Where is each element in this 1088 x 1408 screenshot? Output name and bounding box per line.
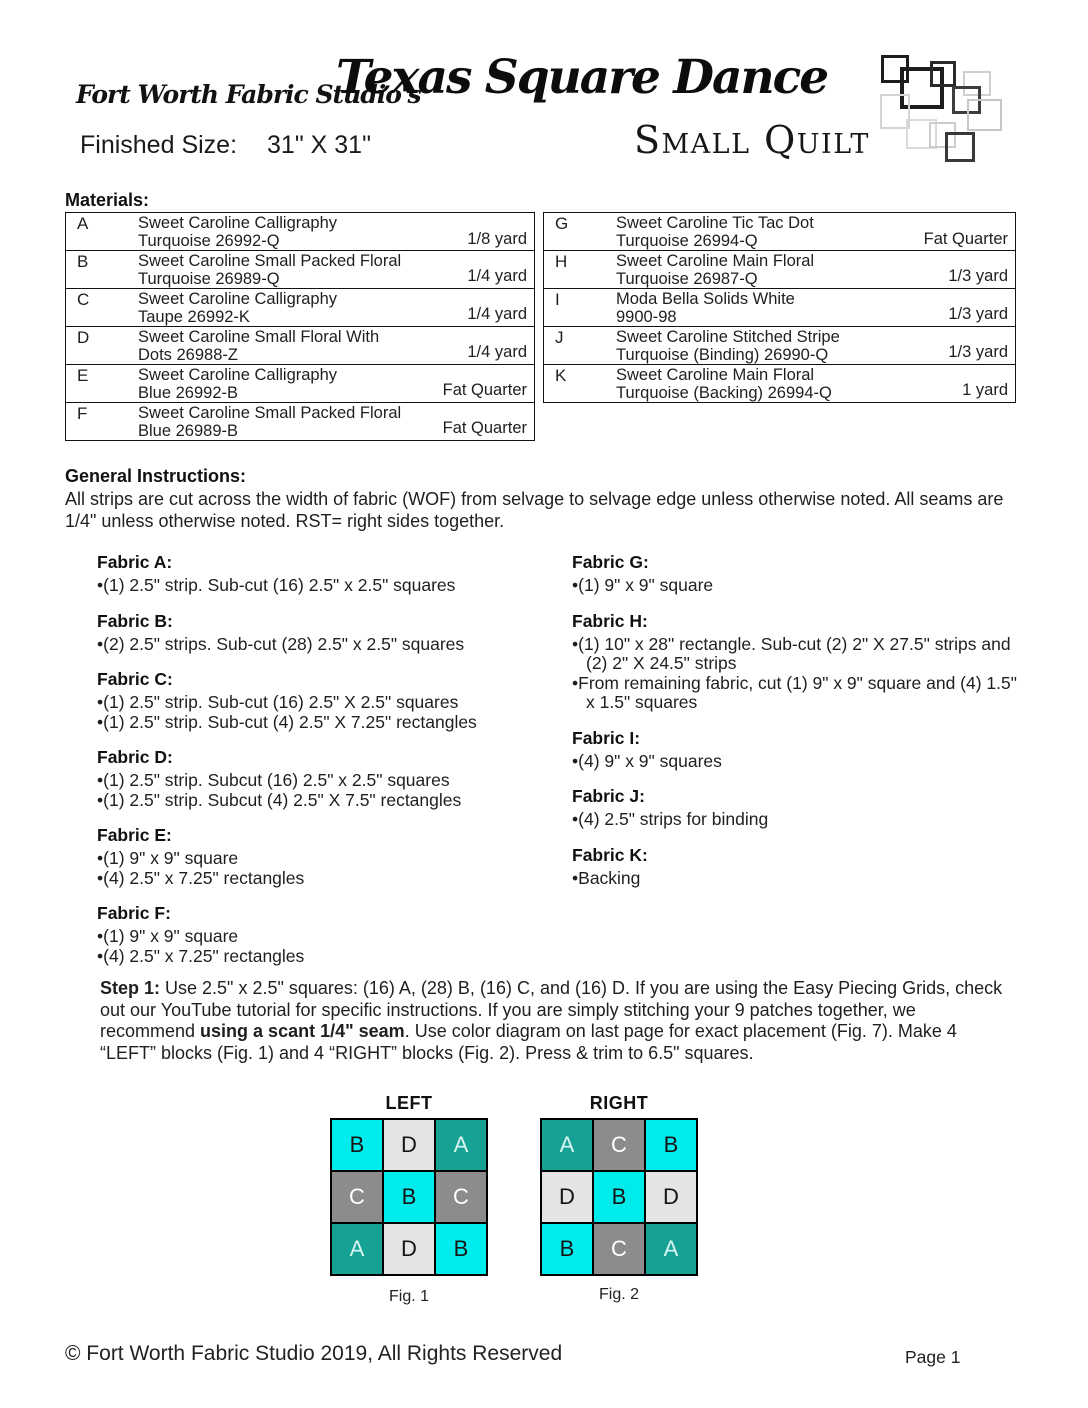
cutting-item: • (4) 2.5" x 7.25" rectangles (97, 869, 545, 889)
materials-row (543, 364, 1016, 404)
cutting-fabric-heading: Fabric G: (572, 552, 649, 572)
left-block-diagram (330, 1118, 488, 1276)
cutting-fabric-heading: Fabric K: (572, 844, 648, 865)
fabric-letter: K (555, 365, 567, 385)
fabric-name-line2: Blue 26989-B (138, 421, 238, 440)
quilt-cell-C: C (594, 1224, 644, 1274)
fabric-name-line1: Sweet Caroline Main Floral (616, 251, 815, 270)
cutting-list-right (572, 552, 1024, 903)
fig1-caption: Fig. 1 (388, 1288, 429, 1305)
fabric-name-line1: Sweet Caroline Stitched Stripe (616, 327, 840, 346)
fabric-name-line1: Sweet Caroline Calligraphy (138, 365, 338, 384)
cutting-item: • (1) 2.5" strip. Subcut (16) 2.5" x 2.5" squares (97, 771, 545, 791)
quilt-cell-D: D (646, 1172, 696, 1222)
materials-row (65, 402, 535, 442)
quilt-cell-C: C (332, 1172, 382, 1222)
fabric-letter: G (555, 214, 569, 233)
fabric-letter: D (77, 327, 90, 347)
fabric-yardage: 1 yard (962, 381, 1008, 400)
materials-row (65, 212, 535, 252)
cutting-fabric-heading: Fabric C: (97, 669, 173, 689)
fabric-name-line2: Turquoise 26994-Q (616, 232, 758, 251)
cutting-group (97, 552, 545, 596)
cutting-item: • From remaining fabric, cut (1) 9" x 9" square and (4) 1.5" x 1.5" squares (572, 674, 1024, 713)
quilt-cell-B: B (384, 1172, 434, 1222)
quilt-cell-B: B (594, 1172, 644, 1222)
fabric-yardage: Fat Quarter (442, 419, 527, 438)
cutting-list-left (97, 552, 545, 981)
step1-text-after: . Use color diagram on last page for exact placement (Fig. 7). Make 4 “LEFT” blocks (Fig. 1) and 4 “RIGHT” blocks (Fig. 2). Press & trim to 6.5" squares. (100, 1021, 957, 1063)
materials-row (65, 288, 535, 328)
fabric-name-line1: Sweet Caroline Tic Tac Dot (616, 214, 814, 232)
cutting-group (97, 825, 545, 888)
fabric-name (138, 289, 337, 327)
fabric-name-line2: Turquoise 26987-Q (616, 270, 758, 289)
fabric-name-line2: 9900-98 (616, 308, 677, 327)
fabric-yardage: 1/4 yard (467, 305, 527, 324)
materials-table-right (543, 212, 1016, 403)
cutting-item: • (4) 2.5" strips for binding (572, 810, 1024, 830)
fabric-letter: F (77, 403, 88, 423)
fabric-name-line2: Turquoise (Binding) 26990-Q (616, 346, 829, 365)
cutting-group (572, 611, 1024, 713)
cutting-item: • (1) 2.5" strip. Sub-cut (4) 2.5" X 7.25" rectangles (97, 713, 545, 733)
logo-square (930, 61, 956, 87)
fabric-name-line1: Moda Bella Solids White (616, 289, 795, 308)
quilt-cell-A: A (332, 1224, 382, 1274)
cutting-group (572, 845, 1024, 889)
quilt-cell-A: A (436, 1120, 486, 1170)
cutting-fabric-heading: Fabric B: (97, 610, 173, 631)
logo-square (945, 132, 975, 162)
fabric-name (138, 213, 337, 251)
fabric-name (138, 327, 379, 365)
fabric-name-line1: Sweet Caroline Small Packed Floral (138, 251, 402, 270)
cutting-fabric-heading: Fabric H: (572, 610, 648, 631)
cutting-item: • (2) 2.5" strips. Sub-cut (28) 2.5" x 2.5" squares (97, 635, 545, 655)
cutting-group (97, 903, 545, 966)
quilt-cell-A: A (646, 1224, 696, 1274)
fabric-name (616, 365, 832, 403)
fabric-name (138, 251, 401, 289)
quilt-cell-D: D (542, 1172, 592, 1222)
quilt-cell-B: B (436, 1224, 486, 1274)
fabric-name-line2: Dots 26988-Z (138, 346, 238, 365)
fabric-yardage: 1/3 yard (948, 267, 1008, 286)
cutting-item: • (1) 9" x 9" square (97, 927, 545, 947)
materials-table-left (65, 212, 535, 441)
quilt-cell-A: A (542, 1120, 592, 1170)
fabric-name (138, 403, 401, 441)
cutting-item: • (4) 9" x 9" squares (572, 752, 1024, 772)
fabric-yardage: Fat Quarter (923, 229, 1008, 248)
fabric-name (616, 213, 814, 251)
fabric-name-line1: Sweet Caroline Calligraphy (138, 214, 338, 232)
materials-row (65, 250, 535, 290)
general-instructions-heading: General Instructions: (65, 466, 247, 486)
page-subtitle: Small Quilt (634, 118, 870, 162)
left-block-title: LEFT (385, 1093, 433, 1113)
right-block-diagram (540, 1118, 698, 1276)
quilt-cell-C: C (594, 1120, 644, 1170)
fabric-letter: B (77, 251, 89, 271)
quilt-cell-B: B (646, 1120, 696, 1170)
cutting-item: • (4) 2.5" x 7.25" rectangles (97, 947, 545, 967)
cutting-item: • (1) 9" x 9" square (572, 576, 1024, 596)
fabric-name-line2: Turquoise 26992-Q (138, 232, 280, 251)
page-title: Texas Square Dance (336, 50, 828, 105)
cutting-group (97, 669, 545, 732)
cutting-item: • Backing (572, 869, 1024, 889)
cutting-group (572, 786, 1024, 830)
fabric-name (616, 327, 840, 365)
cutting-group (97, 611, 545, 655)
step1-paragraph (100, 978, 1008, 1064)
finished-size (80, 131, 371, 160)
fig2-caption: Fig. 2 (598, 1286, 639, 1303)
logo-square (967, 99, 1002, 131)
fabric-letter: C (77, 289, 90, 309)
fabric-letter: J (555, 327, 564, 347)
fabric-name-line2: Taupe 26992-K (138, 308, 250, 327)
cutting-fabric-heading: Fabric E: (97, 825, 172, 845)
fabric-name-line1: Sweet Caroline Calligraphy (138, 289, 338, 308)
step1-label: Step 1: (100, 978, 161, 998)
cutting-group (572, 552, 1024, 596)
studio-name: Fort Worth Fabric Studio's (76, 80, 421, 109)
fabric-name-line2: Turquoise (Backing) 26994-Q (616, 384, 832, 403)
cutting-item: • (1) 2.5" strip. Sub-cut (16) 2.5" x 2.5" squares (97, 576, 545, 596)
cutting-fabric-heading: Fabric D: (97, 747, 173, 767)
fabric-yardage: 1/4 yard (467, 267, 527, 286)
materials-row (65, 364, 535, 404)
materials-row (543, 212, 1016, 252)
fabric-name-line2: Blue 26992-B (138, 384, 238, 403)
fabric-yardage: 1/3 yard (948, 305, 1008, 324)
materials-row (543, 326, 1016, 366)
fabric-yardage: 1/8 yard (467, 229, 527, 248)
cutting-item: • (1) 10" x 28" rectangle. Sub-cut (2) 2" X 27.5" strips and (2) 2" X 24.5" strips (572, 635, 1024, 674)
fabric-name-line1: Sweet Caroline Small Packed Floral (138, 403, 402, 422)
fabric-yardage: 1/3 yard (948, 343, 1008, 362)
step1-bold-text: using a scant 1/4" seam (200, 1021, 405, 1041)
overlapping-squares-logo-icon (873, 46, 1005, 174)
right-block-title: RIGHT (589, 1093, 649, 1113)
materials-row (543, 288, 1016, 328)
page-number: Page 1 (905, 1347, 961, 1367)
fabric-letter: A (77, 214, 89, 233)
copyright-text: © Fort Worth Fabric Studio 2019, All Rights Reserved (65, 1342, 563, 1365)
fabric-letter: H (555, 251, 568, 271)
quilt-cell-D: D (384, 1224, 434, 1274)
quilt-cell-D: D (384, 1120, 434, 1170)
fabric-letter: I (555, 289, 560, 309)
cutting-fabric-heading: Fabric I: (572, 727, 641, 748)
cutting-item: • (1) 2.5" strip. Subcut (4) 2.5" X 7.5" rectangles (97, 791, 545, 811)
cutting-fabric-heading: Fabric J: (572, 786, 645, 806)
fabric-yardage: Fat Quarter (442, 381, 527, 400)
fabric-name (616, 251, 814, 289)
cutting-group (97, 747, 545, 810)
materials-heading: Materials: (65, 190, 150, 210)
materials-row (543, 250, 1016, 290)
fabric-yardage: 1/4 yard (467, 343, 527, 362)
cutting-item: • (1) 9" x 9" square (97, 849, 545, 869)
fabric-name-line1: Sweet Caroline Main Floral (616, 365, 815, 384)
finished-size-value: 31" X 31" (267, 131, 371, 159)
materials-row (65, 326, 535, 366)
cutting-fabric-heading: Fabric A: (97, 552, 173, 572)
fabric-name (138, 365, 337, 403)
cutting-group (572, 728, 1024, 772)
quilt-cell-B: B (332, 1120, 382, 1170)
general-instructions-text: All strips are cut across the width of fabric (WOF) from selvage to selvage edge unless otherwise noted. All seams are 1/4" unless otherwise noted. RST= right sides together. (65, 489, 1004, 531)
fabric-name-line2: Turquoise 26989-Q (138, 270, 280, 289)
quilt-cell-B: B (542, 1224, 592, 1274)
finished-size-label: Finished Size: (80, 131, 238, 159)
fabric-letter: E (77, 365, 89, 385)
fabric-name (616, 289, 795, 327)
quilt-cell-C: C (436, 1172, 486, 1222)
fabric-name-line1: Sweet Caroline Small Floral With (138, 327, 380, 346)
step1-text-before: Use 2.5" x 2.5" squares: (16) A, (28) B, (16) C, and (16) D. If you are using the Easy Piecing Grids, check out our YouTube tutorial for specific instructions. If you are simply stitching your 9 patches together, we recommend (100, 978, 1003, 1041)
cutting-item: • (1) 2.5" strip. Sub-cut (16) 2.5" X 2.5" squares (97, 693, 545, 713)
cutting-fabric-heading: Fabric F: (97, 903, 171, 923)
